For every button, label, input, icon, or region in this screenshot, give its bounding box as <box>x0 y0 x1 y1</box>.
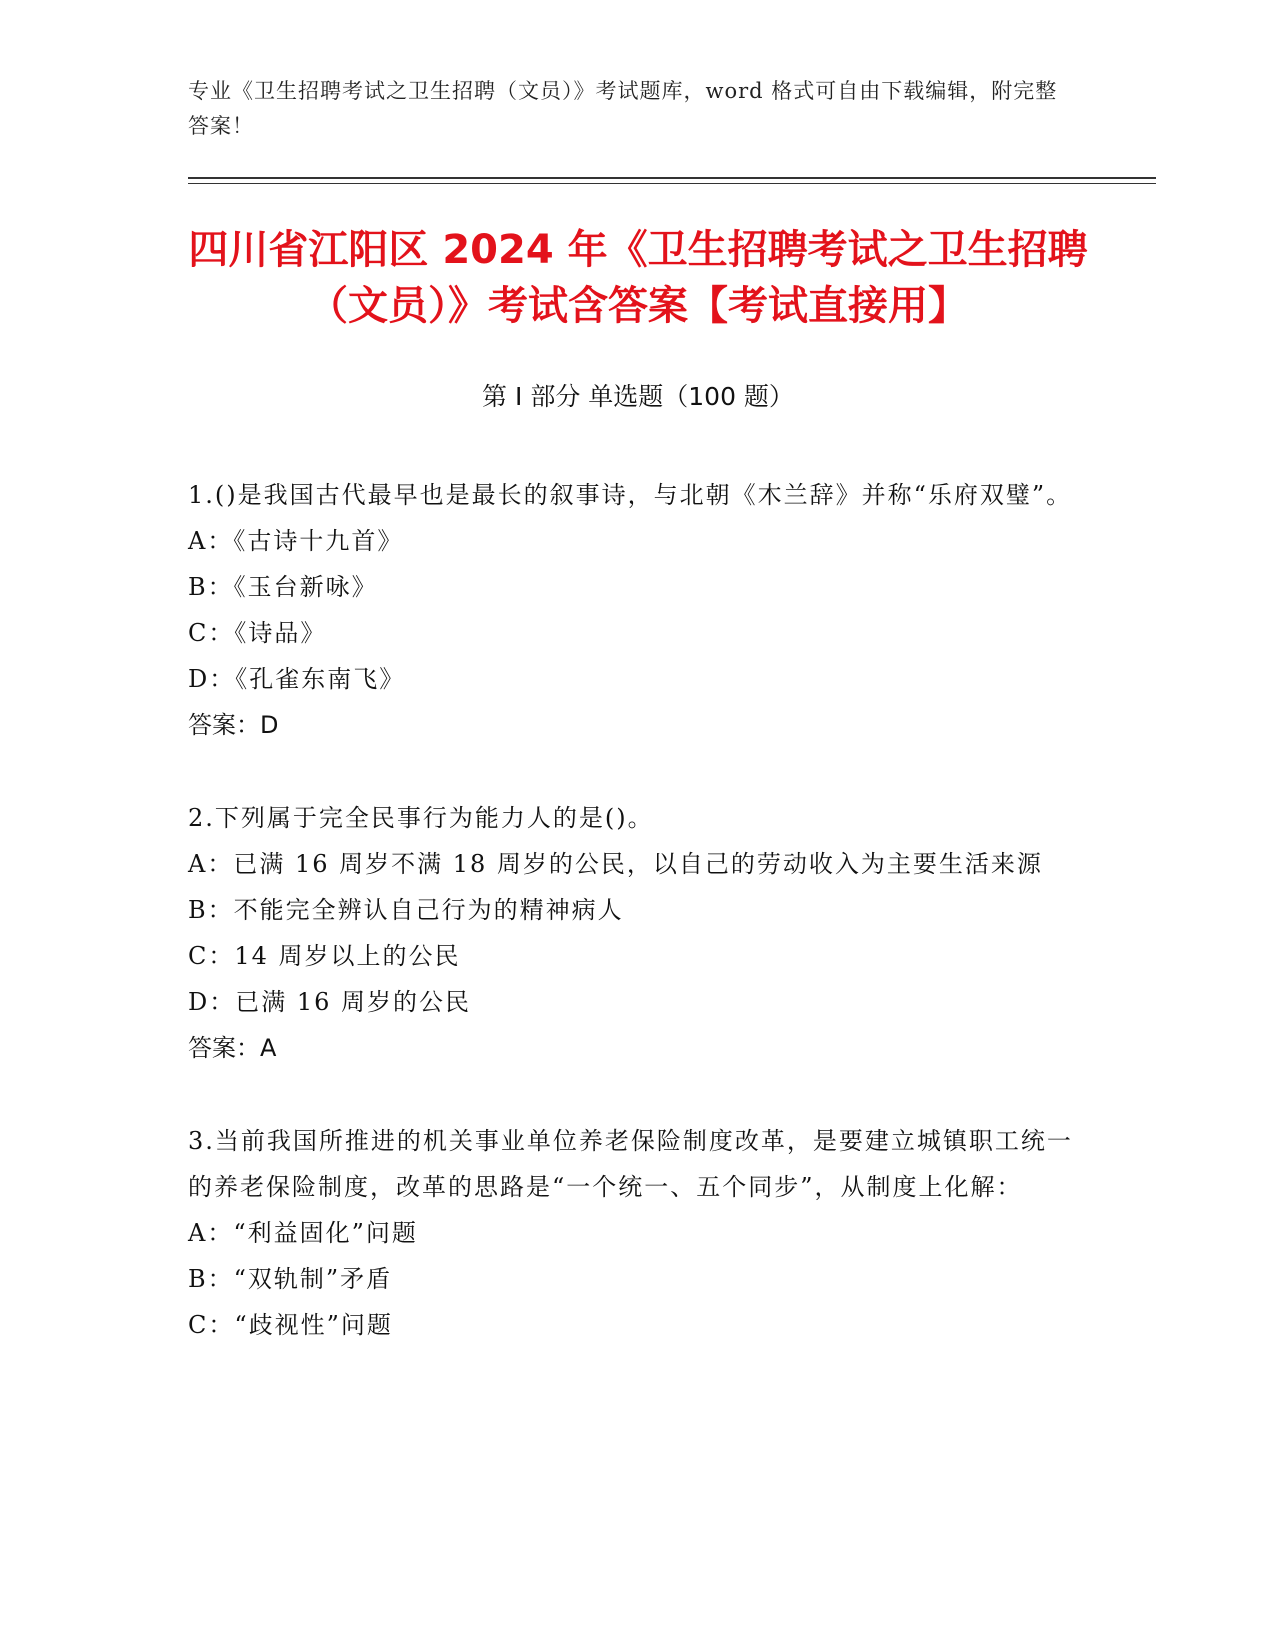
question-stem: 3.当前我国所推进的机关事业单位养老保险制度改革，是要建立城镇职工统一的养老保险制度，改革的思路是“一个统一、五个同步”，从制度上化解： <box>188 1127 1073 1201</box>
option-c: C：“歧视性”问题 <box>188 1311 393 1339</box>
option-c: C：14 周岁以上的公民 <box>188 942 461 970</box>
answer-line: 答案：A <box>188 1034 277 1062</box>
option-a: A：“利益固化”问题 <box>188 1219 418 1247</box>
option-b: B：“双轨制”矛盾 <box>188 1265 393 1293</box>
option-a: A：《古诗十九首》 <box>188 527 404 555</box>
option-d: D：已满 16 周岁的公民 <box>188 988 472 1016</box>
question-stem: 2.下列属于完全民事行为能力人的是()。 <box>188 804 654 832</box>
header-divider-thin <box>188 183 1156 184</box>
option-d: D：《孔雀东南飞》 <box>188 665 406 693</box>
answer-line: 答案：D <box>188 711 279 739</box>
question-list <box>188 472 1088 1395</box>
question-stem: 1.()是我国古代最早也是最长的叙事诗，与北朝《木兰辞》并称“乐府双璧”。 <box>188 481 1073 509</box>
option-b: B：《玉台新咏》 <box>188 573 378 601</box>
option-b: B：不能完全辨认自己行为的精神病人 <box>188 896 624 924</box>
header-divider <box>188 177 1156 179</box>
section-heading: 第 I 部分 单选题（100 题） <box>482 382 794 411</box>
document-title: 四川省江阳区 2024 年《卫生招聘考试之卫生招聘（文员）》考试含答案【考试直接用】 <box>188 227 1088 329</box>
question-item <box>188 1118 1088 1348</box>
question-item <box>188 472 1088 748</box>
question-item <box>188 795 1088 1071</box>
option-c: C：《诗品》 <box>188 619 327 647</box>
option-a: A：已满 16 周岁不满 18 周岁的公民，以自己的劳动收入为主要生活来源 <box>188 850 1043 878</box>
header-note: 专业《卫生招聘考试之卫生招聘（文员）》考试题库，word 格式可自由下载编辑，附完整答案！ <box>188 79 1058 138</box>
